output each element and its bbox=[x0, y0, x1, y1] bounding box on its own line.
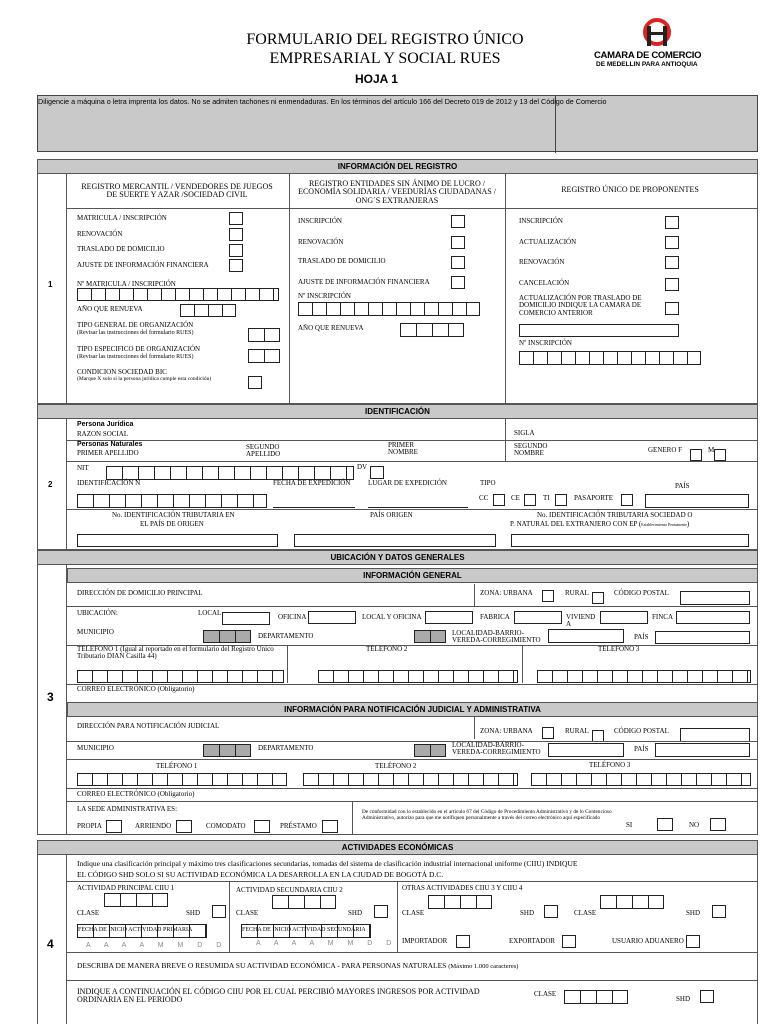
propia-checkbox[interactable] bbox=[106, 820, 122, 833]
tipo-especifico-boxes[interactable] bbox=[248, 349, 280, 363]
tel1-boxes[interactable] bbox=[77, 670, 284, 683]
col3-inscripcion: INSCRIPCIÓN bbox=[519, 217, 563, 225]
dv-box[interactable] bbox=[370, 466, 384, 479]
ce-checkbox[interactable] bbox=[524, 494, 536, 506]
col2-title: REGISTRO ENTIDADES SIN ÁNIMO DE LUCRO / ECONOMÍA SOLIDARIA / VEEDURÍAS CIUDADANAS / ONG´S EXTRANJERAS bbox=[298, 179, 496, 205]
ident-boxes[interactable] bbox=[77, 494, 267, 508]
col3-traslado: ACTUALIZACIÓN POR TRASLADO DE DOMICILIO INDIQUE LA CAMARA DE COMERCIO ANTERIOR bbox=[519, 294, 642, 317]
col2-ajuste: AJUSTE DE INFORMACIÓN FINANCIERA bbox=[298, 278, 430, 286]
rup-actualizacion-checkbox[interactable] bbox=[665, 236, 679, 249]
ident-label: IDENTIFICACIÓN N bbox=[77, 479, 141, 487]
rup-renovacion-checkbox[interactable] bbox=[665, 256, 679, 269]
shd1-label: SHD bbox=[186, 909, 201, 917]
municipio2-label: MUNICIPIO bbox=[77, 744, 114, 752]
section-identificacion-header: IDENTIFICACIÓN bbox=[37, 404, 758, 419]
esal-inscripcion-checkbox[interactable] bbox=[451, 215, 465, 228]
matricula-checkbox[interactable] bbox=[229, 212, 243, 225]
describa-label bbox=[77, 962, 518, 971]
clase4-label: CLASE bbox=[574, 909, 597, 917]
localidad2-label: LOCALIDAD-BARRIO-VEREDA-CORREGIMIENTO bbox=[452, 741, 541, 757]
col1-matricula: MATRICULA / INSCRIPCIÓN bbox=[77, 214, 167, 222]
bic-checkbox[interactable] bbox=[248, 376, 262, 389]
pais-label: PAÍS bbox=[675, 482, 690, 490]
rup-cancelacion-checkbox[interactable] bbox=[665, 278, 679, 291]
camara-anterior-input[interactable] bbox=[519, 324, 679, 337]
cod-postal-input[interactable] bbox=[680, 591, 750, 605]
col3-cancelacion: CANCELACIÓN bbox=[519, 279, 570, 287]
no-checkbox[interactable] bbox=[710, 818, 726, 831]
rup-ninscripcion-boxes[interactable] bbox=[519, 351, 701, 365]
dir-judicial-label: DIRECCIÓN PARA NOTIFICACIÓN JUDICIAL bbox=[77, 722, 220, 730]
arriendo-checkbox[interactable] bbox=[176, 820, 192, 833]
clase1-label: CLASE bbox=[77, 909, 100, 917]
pasaporte-label: PASAPORTE bbox=[574, 494, 614, 502]
telefono2-label: TELÉFONO 2 bbox=[375, 762, 417, 770]
ciiu2-boxes[interactable] bbox=[272, 895, 336, 909]
tipo-label: TIPO bbox=[480, 479, 496, 487]
zona-label: ZONA: URBANA bbox=[480, 589, 533, 597]
col2-inscripcion: INSCRIPCIÓN bbox=[298, 217, 342, 225]
segundo-apellido-label: SEGUNDO APELLIDO bbox=[246, 443, 281, 459]
segundo-nombre-label: SEGUNDO NOMBRE bbox=[514, 442, 548, 458]
exportador-checkbox[interactable] bbox=[562, 935, 576, 948]
vivienda-checkbox[interactable] bbox=[600, 611, 648, 624]
indique-text: Indique una clasificación principal y máximo tres clasificaciones secundarias, tomadas del sistema de clasificación industrial internacional uniforme (CIIU) INDIQUE bbox=[77, 859, 578, 868]
ciiu3-boxes[interactable] bbox=[428, 895, 492, 909]
localidad-input[interactable] bbox=[548, 629, 624, 643]
localidad2-input[interactable] bbox=[548, 743, 624, 757]
col3-ninscripcion: Nº INSCRIPCIÓN bbox=[519, 339, 572, 347]
col1-title: REGISTRO MERCANTIL / VENDEDORES DE JUEGOS DE SUERTE Y AZAR /SOCIEDAD CIVIL bbox=[81, 182, 273, 200]
ce-label: CE bbox=[511, 494, 520, 502]
pais2-input[interactable] bbox=[655, 743, 750, 757]
lugar-exp-label: LUGAR DE EXPEDICIÓN bbox=[368, 479, 447, 487]
rural-label: RURAL bbox=[565, 589, 589, 597]
col1-tipo-especifico: TIPO ESPECIFICO DE ORGANIZACIÓN bbox=[77, 345, 201, 353]
rup-traslado-checkbox[interactable] bbox=[665, 302, 679, 315]
pasaporte-checkbox[interactable] bbox=[621, 494, 633, 506]
esal-ano-boxes[interactable] bbox=[400, 323, 464, 337]
genero-label: GENERO F bbox=[648, 446, 683, 454]
esal-renovacion-checkbox[interactable] bbox=[451, 236, 465, 249]
shd2-checkbox[interactable] bbox=[374, 905, 388, 918]
section-4-number: 4 bbox=[47, 937, 54, 951]
ciiu4-boxes[interactable] bbox=[600, 895, 664, 909]
chamber-logo bbox=[592, 18, 760, 70]
section-ubicacion-header: UBICACIÓN Y DATOS GENERALES bbox=[37, 550, 758, 565]
col2-renovacion: RENOVACIÓN bbox=[298, 238, 344, 246]
hoja-label: HOJA 1 bbox=[355, 72, 398, 86]
departamento2-label: DEPARTAMENTO bbox=[258, 744, 314, 752]
departamento-boxes[interactable] bbox=[414, 630, 446, 643]
pais-origen-label: EL PAÍS DE ORIGEN bbox=[140, 520, 204, 528]
genero-f-checkbox[interactable] bbox=[690, 449, 702, 461]
tel1-label: TELEFONO 1 (Igual al reportado en el formulario del Registro Unico Tributario DIAN Casilla 44) bbox=[77, 645, 274, 661]
razon-social-label: RAZON SOCIAL bbox=[77, 430, 129, 438]
instructions-box bbox=[37, 95, 758, 152]
shd4-checkbox[interactable] bbox=[712, 905, 726, 918]
localidad-label: LOCALIDAD-BARRIO-VEREDA-CORREGIMIENTO bbox=[452, 629, 541, 645]
tel2-boxes[interactable] bbox=[318, 670, 518, 683]
zona2-label: ZONA: URBANA bbox=[480, 727, 533, 735]
tel3-boxes[interactable] bbox=[537, 670, 751, 683]
correo2-label: CORREO ELECTRÓNICO (Obligatorio) bbox=[77, 790, 195, 798]
importador-label: IMPORTADOR bbox=[402, 937, 448, 945]
ciiu1-boxes[interactable] bbox=[104, 893, 168, 907]
estab-note: Establecimiento Permanente bbox=[641, 522, 687, 527]
fabrica-checkbox[interactable] bbox=[514, 611, 562, 624]
form-title bbox=[180, 30, 590, 68]
col3-actualizacion: ACTUALIZACIÓN bbox=[519, 238, 577, 246]
no-trib-soc-label: No. IDENTIFICACIÓN TRIBUTARIA SOCIEDAD O bbox=[537, 511, 693, 519]
aaaammdd-p: A A A A M M D D bbox=[86, 942, 228, 949]
chamber-logo-icon bbox=[637, 18, 677, 48]
col2-traslado: TRASLADO DE DOMICILIO bbox=[298, 257, 386, 265]
clase3-label: CLASE bbox=[402, 909, 425, 917]
ajuste-checkbox[interactable] bbox=[229, 259, 243, 272]
pais-ub-label: PAÍS bbox=[634, 633, 649, 641]
col1-tipo-especifico-note: (Revisar las instrucciones del formulario RUES) bbox=[77, 354, 194, 360]
clase5-label: CLASE bbox=[534, 990, 557, 998]
pnat-text: P. NATURAL DEL EXTRANJERO CON EP ( bbox=[510, 520, 642, 528]
telefono1-boxes[interactable] bbox=[77, 773, 287, 786]
finca-label: FINCA bbox=[652, 613, 674, 621]
traslado-checkbox[interactable] bbox=[229, 244, 243, 257]
ti-checkbox[interactable] bbox=[555, 494, 567, 506]
ciiu-mayor-boxes[interactable] bbox=[564, 990, 628, 1004]
si-label: SI bbox=[626, 821, 633, 829]
usuario-label: USUARIO ADUANERO bbox=[612, 937, 684, 945]
col1-bic-note: (Marque X solo si la persona jurídica cumple esta condición) bbox=[77, 376, 212, 382]
col1-renovacion: RENOVACIÓN bbox=[77, 230, 123, 238]
telefono1-label: TELÉFONO 1 bbox=[156, 762, 198, 770]
shd4-label: SHD bbox=[686, 909, 701, 917]
rup-inscripcion-checkbox[interactable] bbox=[665, 216, 679, 229]
local-checkbox[interactable] bbox=[222, 612, 270, 625]
shd3-checkbox[interactable] bbox=[544, 905, 558, 918]
describa-text: DESCRIBA DE MANERA BREVE O RESUMIDA SU ACTIVIDAD ECONÓMICA - PARA PERSONAS NATURALES bbox=[77, 961, 447, 970]
exportador-label: EXPORTADOR bbox=[509, 937, 556, 945]
col2-ninscripcion: Nº INSCRIPCIÓN bbox=[298, 292, 351, 300]
aaaammdd-s: A A A A M M D D bbox=[256, 940, 398, 947]
lugar-exp-input[interactable] bbox=[368, 495, 468, 508]
shd1-checkbox[interactable] bbox=[212, 905, 226, 918]
fabrica-label: FABRICA bbox=[480, 613, 510, 621]
logo-line2: DE MEDELLIN PARA ANTIOQUIA bbox=[596, 61, 698, 68]
persona-juridica: Persona Jurídica bbox=[77, 421, 134, 428]
ti-label: TI bbox=[543, 494, 550, 502]
conformidad-text: De conformidad con lo establecido en el artículo 67 del Código de Procedimiento Administrativo y de lo Contencioso Administrativo, autorizo para que me notifiquen personalmente a través del correo electrónico aquí especificado bbox=[362, 809, 612, 821]
act-secundaria-label: ACTIVIDAD SECUNDARIA CIIU 2 bbox=[236, 886, 343, 894]
section-2-number: 2 bbox=[48, 480, 53, 489]
info-general-header: INFORMACIÓN GENERAL bbox=[67, 568, 758, 583]
dir-principal-label: DIRECCIÓN DE DOMICILIO PRINCIPAL bbox=[77, 589, 203, 597]
municipio-boxes[interactable] bbox=[203, 630, 251, 643]
no-trib-soc-input[interactable] bbox=[511, 534, 749, 547]
local-oficina-label: LOCAL Y OFICINA bbox=[362, 613, 422, 621]
otras-label: OTRAS ACTIVIDADES CIIU 3 Y CIIU 4 bbox=[402, 884, 523, 892]
rural2-label: RURAL bbox=[565, 727, 589, 735]
telefono3-boxes[interactable] bbox=[531, 773, 751, 786]
municipio-label: MUNICIPIO bbox=[77, 628, 114, 636]
pais-origen-input[interactable] bbox=[294, 534, 496, 547]
col3-title: REGISTRO ÚNICO DE PROPONENTES bbox=[561, 185, 699, 194]
cc-label: CC bbox=[479, 494, 489, 502]
pais-ub-input[interactable] bbox=[655, 631, 750, 644]
col3-renovacion: RENOVACIÓN bbox=[519, 258, 565, 266]
tel2-label: TELEFONO 2 bbox=[366, 645, 408, 653]
esal-ajuste-checkbox[interactable] bbox=[451, 276, 465, 289]
section-1-number: 1 bbox=[48, 280, 53, 289]
arriendo-label: ARRIENDO bbox=[135, 822, 172, 830]
comodato-checkbox[interactable] bbox=[254, 820, 270, 833]
departamento2-boxes[interactable] bbox=[414, 744, 446, 757]
pais-input[interactable] bbox=[645, 494, 749, 508]
form-title-line2: EMPRESARIAL Y SOCIAL RUES bbox=[269, 50, 501, 67]
importador-checkbox[interactable] bbox=[456, 935, 470, 948]
clase2-label: CLASE bbox=[236, 909, 259, 917]
esal-ninscripcion-boxes[interactable] bbox=[298, 302, 480, 316]
zona-urbana-checkbox[interactable] bbox=[542, 590, 554, 602]
pnat-label bbox=[510, 521, 689, 528]
tipo-general-boxes[interactable] bbox=[248, 328, 280, 342]
logo-line1: CAMARA DE COMERCIO bbox=[594, 50, 702, 61]
shd-line: EL CÓDIGO SHD SOLO SI SU ACTIVIDAD ECONÓMICA LA DESARROLLA EN LA CIUDAD DE BOGOTÁ D.C. bbox=[77, 870, 444, 879]
departamento-label: DEPARTAMENTO bbox=[258, 632, 314, 640]
correo-label: CORREO ELECTRÓNICO (Obligatorio) bbox=[77, 685, 195, 693]
no-trib-label: No. IDENTIFICACIÓN TRIBUTARIA EN bbox=[112, 511, 235, 519]
tel3-label: TELEFONO 3 bbox=[598, 645, 640, 653]
oficina-label: OFICINA bbox=[278, 613, 307, 621]
cod-postal-label: CÓDIGO POSTAL bbox=[614, 589, 669, 597]
esal-traslado-checkbox[interactable] bbox=[451, 256, 465, 269]
fecha-exp-label: FECHA DE EXPEDICIÓN bbox=[273, 479, 351, 487]
shd3-label: SHD bbox=[520, 909, 535, 917]
shd2-label: SHD bbox=[348, 909, 363, 917]
cod-postal2-label: CÓDIGO POSTAL bbox=[614, 727, 669, 735]
shd5-checkbox[interactable] bbox=[700, 990, 714, 1003]
genero-m-label: M bbox=[708, 446, 715, 454]
instructions-text: Diligencie a máquina o letra imprenta los datos. No se admiten tachones ni enmendaduras. En los términos del artículo 166 del Decreto 019 de 2012 y 13 del Código de Comercio bbox=[38, 97, 607, 106]
si-checkbox[interactable] bbox=[657, 818, 673, 831]
col1-traslado: TRASLADO DE DOMICILIO bbox=[77, 245, 165, 253]
pais2-label: PAÍS bbox=[634, 745, 649, 753]
oficina-checkbox[interactable] bbox=[308, 611, 356, 624]
telefono2-boxes[interactable] bbox=[303, 773, 518, 786]
section-registro-header: INFORMACIÓN DEL REGISTRO bbox=[37, 159, 758, 174]
col1-ano: AÑO QUE RENUEVA bbox=[77, 305, 143, 313]
nmatricula-boxes[interactable] bbox=[77, 288, 279, 301]
no-trib-input[interactable] bbox=[77, 534, 278, 547]
col1-tipo-general-note: (Revisar las instrucciones del formulario RUES) bbox=[77, 330, 194, 336]
act-principal-label: ACTIVIDAD PRINCIPAL CIIU 1 bbox=[77, 884, 175, 892]
municipio2-boxes[interactable] bbox=[203, 744, 251, 757]
cc-checkbox[interactable] bbox=[493, 494, 505, 506]
propia-label: PROPIA bbox=[77, 822, 102, 830]
fecha-exp-input[interactable] bbox=[273, 495, 355, 508]
comodato-label: COMODATO bbox=[206, 822, 246, 830]
usuario-checkbox[interactable] bbox=[686, 935, 700, 948]
ubicacion-label: UBICACIÓN: bbox=[77, 609, 118, 617]
ano-renueva-boxes[interactable] bbox=[180, 304, 236, 317]
col2-ano: AÑO QUE RENUEVA bbox=[298, 324, 364, 332]
cod-postal2-input[interactable] bbox=[680, 728, 750, 742]
fecha-inicio-s-label: FECHA DE INICIO ACTIVIDAD SECUNDARIA bbox=[242, 927, 366, 933]
primer-nombre-label: PRIMER NOMBRE bbox=[388, 441, 418, 457]
local-label: LOCAL bbox=[198, 609, 222, 617]
primer-apellido-label: PRIMER APELLIDO bbox=[77, 449, 139, 457]
col1-tipo-general: TIPO GENERAL DE ORGANIZACIÓN bbox=[77, 321, 194, 329]
zona2-urbana-checkbox[interactable] bbox=[542, 727, 554, 739]
indique-ciiu-label: INDIQUE A CONTINUACIÓN EL CÓDIGO CIIU POR EL CUAL PERCIBIÓ MAYORES INGRESOS POR ACTIVIDAD ORDINARIA EN EL PERIODO bbox=[77, 987, 480, 1005]
prestamo-label: PRÉSTAMO bbox=[280, 822, 317, 830]
sigla-label: SIGLA bbox=[514, 429, 535, 437]
renovacion-checkbox[interactable] bbox=[229, 228, 243, 241]
pais-origen-col-label: PAÍS ORIGEN bbox=[370, 511, 413, 519]
no-label: NO bbox=[689, 821, 700, 829]
personas-naturales: Personas Naturales bbox=[77, 441, 143, 448]
section-3-number: 3 bbox=[47, 690, 54, 704]
nit-boxes[interactable] bbox=[106, 466, 354, 480]
maximo-text: (Máximo 1.000 caracteres) bbox=[448, 963, 519, 970]
form-title-line1: FORMULARIO DEL REGISTRO ÚNICO bbox=[246, 31, 524, 48]
col1-nmatricula: Nº MATRICULA / INSCRIPCIÓN bbox=[77, 280, 176, 288]
dv-label: DV bbox=[357, 463, 368, 471]
col1-bic: CONDICION SOCIEDAD BIC bbox=[77, 368, 167, 376]
prestamo-checkbox[interactable] bbox=[322, 820, 338, 833]
telefono3-label: TELÉFONO 3 bbox=[589, 761, 631, 769]
nit-label: NIT bbox=[77, 464, 89, 472]
sede-label: LA SEDE ADMINISTRATIVA ES: bbox=[77, 805, 178, 813]
local-oficina-checkbox[interactable] bbox=[425, 611, 473, 624]
finca-checkbox[interactable] bbox=[676, 611, 750, 624]
col1-ajuste: AJUSTE DE INFORMACIÓN FINANCIERA bbox=[77, 261, 209, 269]
vivienda-label: VIVIEND A bbox=[566, 613, 596, 629]
shd5-label: SHD bbox=[676, 995, 691, 1003]
genero-m-checkbox[interactable] bbox=[714, 449, 726, 461]
info-judicial-header: INFORMACIÓN PARA NOTIFICACIÓN JUDICIAL Y ADMINISTRATIVA bbox=[67, 702, 758, 717]
pnat-close: ) bbox=[686, 520, 690, 528]
fecha-inicio-p-label: FECHA DE INICIO ACTIVIDAD PRIMARIA bbox=[78, 927, 193, 933]
zona-rural-checkbox[interactable] bbox=[592, 592, 604, 604]
section-actividades-header: ACTIVIDADES ECONÓMICAS bbox=[37, 840, 758, 855]
